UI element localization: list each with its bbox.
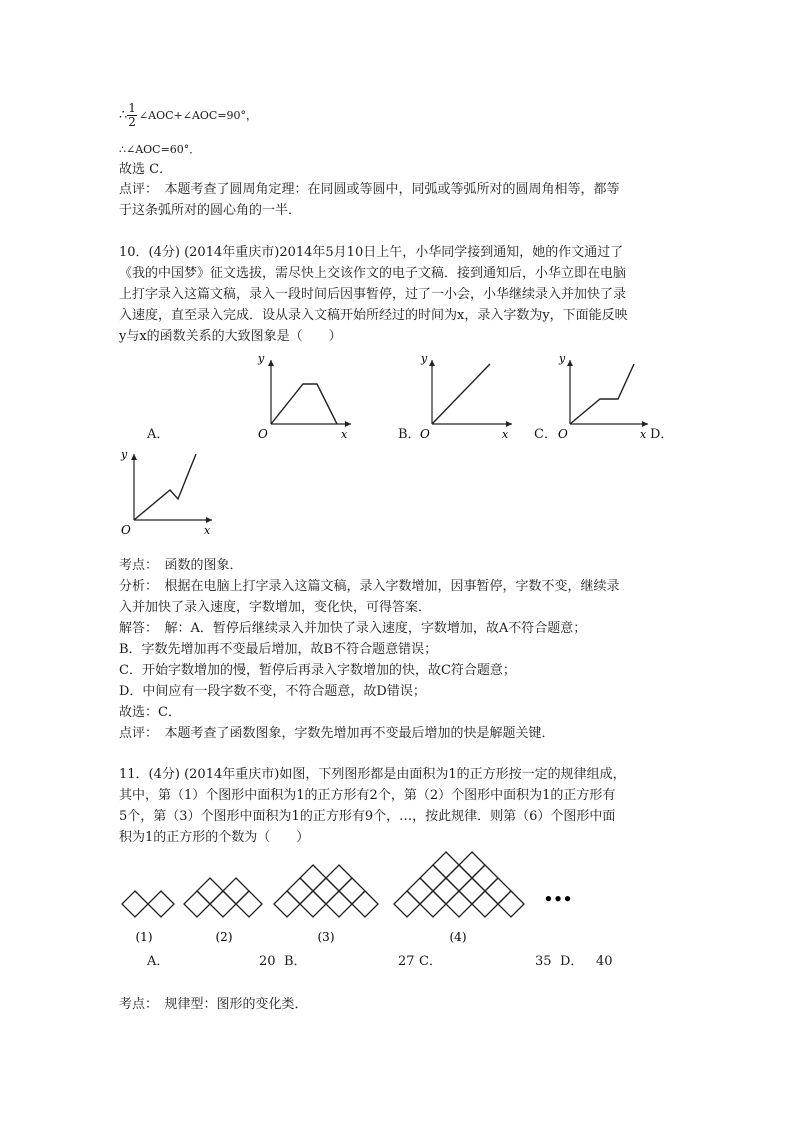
unit-square	[223, 878, 249, 904]
graph-d-curve	[134, 454, 196, 520]
q9-formula-line	[119, 102, 257, 129]
x-axis-arrow	[345, 421, 351, 427]
graph-a-curve	[271, 384, 337, 424]
q11-option-d-value: 40	[596, 954, 613, 969]
unit-square	[420, 865, 446, 891]
figure-label-2: (2)	[215, 930, 233, 944]
unit-square	[287, 878, 313, 904]
origin-label: O	[258, 427, 268, 441]
q11-stem-line3: 5个，第（3）个图形中面积为1的正方形有9个，…，按此规律．则第（6）个图形中面	[119, 809, 616, 824]
unit-square	[352, 891, 378, 917]
q11-pattern-figure	[118, 846, 618, 952]
unit-square	[433, 852, 459, 878]
q10-comment: 点评： 本题考查了函数图象，字数先增加再不变最后增加的快是解题关键．	[119, 726, 555, 741]
unit-square	[433, 878, 459, 904]
q11-option-b-value: 27	[398, 954, 415, 969]
q10-fenxi-line2: 入并加快了录入速度，字数增加，变化快，可得答案．	[119, 600, 432, 615]
q10-option-c: C．	[534, 427, 557, 442]
x-label: x	[341, 428, 348, 441]
figure-label-3: (3)	[317, 930, 335, 944]
fraction-one-half	[127, 102, 137, 129]
q11-option-c-value: 35	[535, 954, 552, 969]
q10-option-d: D．	[650, 427, 674, 442]
y-axis-arrow	[268, 360, 274, 366]
unit-square	[420, 891, 446, 917]
fraction-denominator: 2	[128, 115, 136, 129]
graph-b-curve	[432, 364, 490, 424]
q9-result-line: ∴∠AOC=60°．	[119, 143, 201, 156]
q10-fenxi-line1: 分析： 根据在电脑上打字录入这篇文稿，录入字数增加，因事暂停，字数不变，继续录	[119, 579, 620, 594]
y-label: y	[421, 352, 428, 365]
unit-square	[407, 878, 433, 904]
q11-option-b-label: B．	[284, 954, 307, 969]
unit-square	[300, 891, 326, 917]
unit-square	[459, 852, 485, 878]
pattern-figure-2	[184, 878, 262, 917]
origin-label: O	[121, 523, 131, 537]
unit-square	[394, 891, 420, 917]
q10-option-a: A．	[147, 427, 170, 442]
q10-stem-line2: 《我的中国梦》征文选拔，需尽快上交该作文的电子文稿．接到通知后，小华立即在电脑	[119, 266, 627, 281]
unit-square	[300, 865, 326, 891]
unit-square	[274, 891, 300, 917]
q10-jieda-line3: C．开始字数增加的慢，暂停后再录入字数增加的快，故C符合题意；	[119, 663, 516, 678]
q11-option-c-label: C．	[419, 954, 442, 969]
y-axis-arrow	[429, 360, 435, 366]
q11-option-a-label: A．	[147, 954, 170, 969]
ellipsis: •••	[543, 890, 573, 908]
x-axis-arrow	[506, 421, 512, 427]
q11-stem-line2: 其中，第（1）个图形中面积为1的正方形有2个，第（2）个图形中面积为1的正方形有	[119, 788, 616, 803]
q10-option-b: B．	[398, 427, 421, 442]
q10-jieda-line4: D．中间应有一段字数不变，不符合题意，故D错误；	[119, 684, 426, 699]
unit-square	[148, 891, 174, 917]
y-label: y	[559, 352, 566, 365]
y-label: y	[121, 448, 128, 461]
pattern-figure-4	[394, 852, 524, 917]
origin-label: O	[420, 427, 430, 441]
x-axis-arrow	[206, 517, 212, 523]
y-axis-arrow	[131, 454, 137, 460]
q10-jieda-line1: 解答： 解：A．暂停后继续录入并加快了录入速度，字数增加，故A不符合题意；	[119, 621, 587, 636]
unit-square	[236, 891, 262, 917]
q10-stem-line5: y与x的函数关系的大致图象是（ ）	[119, 329, 342, 344]
figure-label-4: (4)	[449, 930, 467, 944]
graph-c-curve	[570, 364, 634, 424]
q11-option-d-label: D．	[560, 954, 584, 969]
unit-square	[210, 891, 236, 917]
unit-square	[339, 878, 365, 904]
q11-stem-line1: 11．(4分) (2014年重庆市)如图，下列图形都是由面积为1的正方形按一定的规律组成，	[119, 767, 626, 782]
graph-option-b	[418, 352, 518, 442]
q9-comment-line2: 于这条弧所对的圆心角的一半．	[119, 203, 302, 218]
q10-jieda-line2: B．字数先增加再不变最后增加，故B不符合题意错误；	[119, 642, 438, 657]
unit-square	[184, 891, 210, 917]
q10-stem-line4: 入速度，直至录入完成．设从录入文稿开始所经过的时间为x，录入字数为y，下面能反映	[119, 308, 628, 323]
figure-label-1: (1)	[135, 930, 153, 944]
origin-label: O	[558, 427, 568, 441]
unit-square	[446, 891, 472, 917]
x-axis-arrow	[642, 421, 648, 427]
x-label: x	[502, 428, 509, 441]
y-axis-arrow	[567, 360, 573, 366]
unit-square	[122, 891, 148, 917]
unit-square	[459, 878, 485, 904]
unit-square	[326, 865, 352, 891]
q9-answer: 故选 C．	[119, 162, 173, 177]
unit-square	[326, 891, 352, 917]
pattern-figure-1	[122, 891, 174, 917]
y-label: y	[258, 352, 265, 365]
pattern-figure-3	[274, 865, 378, 917]
formula-text: ∠AOC+∠AOC=90°，	[138, 109, 258, 122]
x-label: x	[204, 524, 211, 537]
graph-option-d	[118, 446, 218, 538]
unit-square	[472, 891, 498, 917]
graph-option-c	[556, 352, 656, 442]
fraction-numerator: 1	[128, 101, 136, 115]
unit-square	[498, 891, 524, 917]
q10-kaodian: 考点： 函数的图象．	[119, 558, 243, 573]
q10-stem-line3: 上打字录入这篇文稿，录入一段时间后因事暂停，过了一小会，小华继续录入并加快了录	[119, 287, 627, 302]
q10-stem-line1: 10．(4分) (2014年重庆市)2014年5月10日上午，小华同学接到通知，她的作文通过了	[119, 245, 624, 260]
unit-square	[313, 878, 339, 904]
q11-option-a-value: 20	[259, 954, 276, 969]
x-label: x	[640, 428, 647, 441]
unit-square	[197, 878, 223, 904]
graph-option-a	[255, 352, 355, 442]
q10-answer: 故选：C．	[119, 705, 181, 720]
unit-square	[485, 878, 511, 904]
q11-kaodian: 考点： 规律型：图形的变化类．	[119, 997, 308, 1012]
unit-square	[446, 865, 472, 891]
q9-comment-line1: 点评： 本题考查了圆周角定理：在同圆或等圆中，同弧或等弧所对的圆周角相等，都等	[119, 182, 620, 197]
unit-square	[472, 865, 498, 891]
therefore-symbol: ∴	[119, 108, 128, 123]
q11-stem-line4: 积为1的正方形的个数为（ ）	[119, 830, 310, 845]
